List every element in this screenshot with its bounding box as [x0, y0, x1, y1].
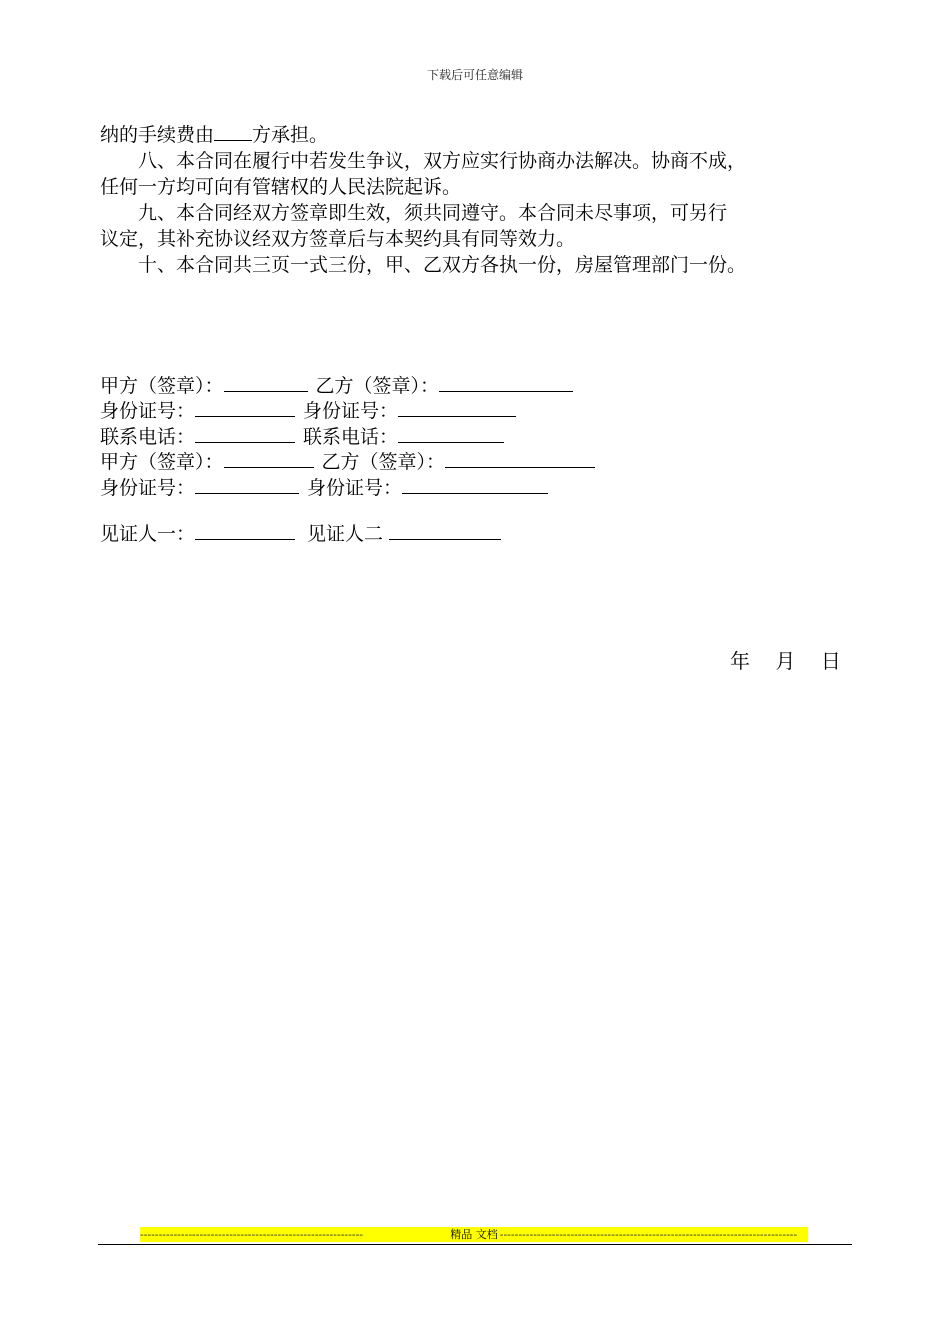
- witness-1-label: 见证人一：: [100, 523, 196, 545]
- para-8-line-2: 任何一方均可向有管辖权的人民法院起诉。: [100, 176, 462, 198]
- party-a-sign-label-2: 甲方（签章）：: [100, 451, 224, 474]
- party-a-id-label: 身份证号：: [100, 400, 196, 423]
- fee-party-blank[interactable]: [214, 120, 252, 141]
- witness-2-label: 见证人二: [307, 523, 384, 545]
- footer-banner: [140, 1227, 808, 1242]
- contract-body: [100, 120, 860, 278]
- party-b-phone-label: 联系电话：: [303, 425, 399, 448]
- party-a-id-field[interactable]: [195, 398, 295, 417]
- para-8-line-1: 八、本合同在履行中若发生争议，双方应实行协商办法解决。协商不成，: [138, 150, 747, 172]
- party-a-phone-label: 联系电话：: [100, 425, 196, 448]
- page-header: 下载后可任意编辑: [426, 68, 523, 82]
- para-9-line-1: 九、本合同经双方签章即生效，须共同遵守。本合同未尽事项，可另行: [138, 202, 728, 224]
- party-b-sign-field-2[interactable]: [445, 449, 595, 468]
- signature-block: [100, 373, 603, 500]
- footer-rule: [98, 1244, 852, 1245]
- para-fee-line: [100, 120, 860, 148]
- fee-prefix: 纳的手续费由: [100, 124, 215, 146]
- party-b-sign-label: 乙方（签章）：: [315, 375, 440, 397]
- para-9-line-2: 议定，其补充协议经双方签章后与本契约具有同等效力。: [100, 228, 576, 250]
- date-line: 年 月 日: [730, 649, 841, 673]
- footer-label: 精品 文档: [450, 1228, 498, 1241]
- party-a-sign-field[interactable]: [224, 373, 308, 392]
- party-a-id-field-2[interactable]: [195, 475, 299, 494]
- sig-row-phone: [100, 424, 603, 449]
- sig-row-id-1: [100, 398, 603, 423]
- party-b-sign-label-2: 乙方（签章）：: [321, 451, 446, 474]
- para-10: 十、本合同共三页一式三份，甲、乙双方各执一份，房屋管理部门一份。: [138, 254, 747, 276]
- party-b-id-label: 身份证号：: [303, 400, 399, 423]
- party-b-phone-field[interactable]: [398, 424, 504, 443]
- witness-1-field[interactable]: [195, 521, 295, 540]
- party-b-id-label-2: 身份证号：: [307, 476, 403, 499]
- party-a-id-label-2: 身份证号：: [100, 476, 196, 499]
- footer-dashes-left: ------------------------------------------------------------: [140, 1228, 364, 1241]
- party-a-sign-label: 甲方（签章）：: [100, 375, 224, 397]
- sig-row-parties-1: [100, 373, 603, 398]
- party-b-sign-field[interactable]: [439, 373, 573, 392]
- witness-2-field[interactable]: [389, 521, 501, 540]
- party-a-sign-field-2[interactable]: [224, 449, 314, 468]
- sig-row-parties-2: [100, 449, 603, 474]
- party-a-phone-field[interactable]: [195, 424, 295, 443]
- party-b-id-field[interactable]: [398, 398, 516, 417]
- fee-suffix: 方承担。: [252, 124, 329, 146]
- witness-block: [100, 521, 509, 546]
- footer-dashes-right: --------------------------------------------------------------------------------: [499, 1228, 798, 1241]
- sig-row-id-2: [100, 475, 603, 500]
- witness-row: [100, 521, 509, 546]
- party-b-id-field-2[interactable]: [402, 475, 548, 494]
